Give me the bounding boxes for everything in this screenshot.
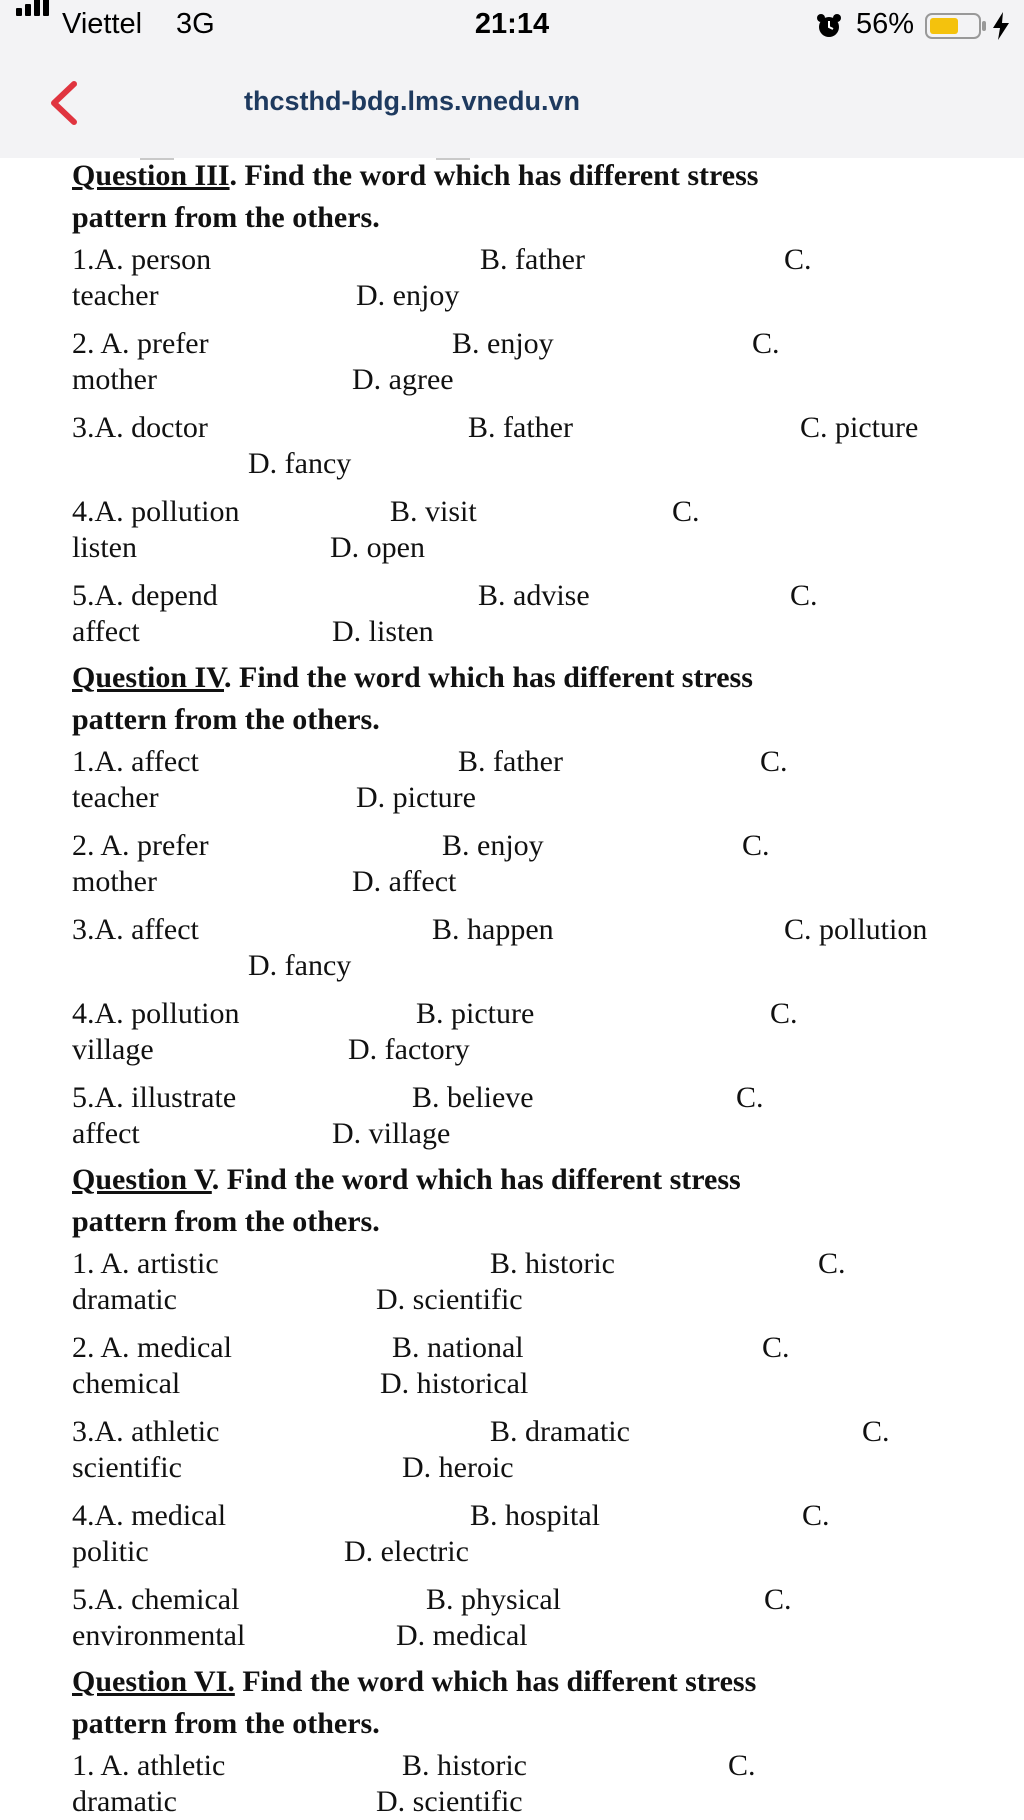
option-b: B. physical — [426, 1583, 561, 1616]
option-d: D. heroic — [402, 1451, 514, 1484]
option-b: B. historic — [490, 1247, 615, 1280]
option-b: B. happen — [432, 913, 554, 946]
option-a: 5.A. depend — [72, 579, 218, 612]
option-c-word: affect — [72, 615, 140, 648]
browser-header — [0, 52, 1024, 158]
option-b: B. father — [458, 745, 563, 778]
option-d: D. fancy — [248, 949, 352, 982]
option-d: D. factory — [348, 1033, 470, 1066]
question-instruction-line2: pattern from the others. — [72, 201, 380, 234]
option-b: B. hospital — [470, 1499, 601, 1532]
question-heading — [72, 158, 758, 194]
page-url[interactable]: thcsthd-bdg.lms.vnedu.vn — [244, 86, 581, 116]
option-c-word: village — [72, 1033, 154, 1066]
option-d: D. electric — [344, 1535, 469, 1568]
question-label: Question III — [72, 159, 230, 192]
option-a: 3.A. athletic — [72, 1415, 220, 1448]
option-a: 4.A. medical — [72, 1499, 227, 1532]
option-c: C. — [770, 997, 798, 1030]
option-b: B. visit — [390, 495, 477, 528]
question-instruction: Find the word which has different stress — [239, 661, 753, 694]
option-d: D. scientific — [376, 1283, 523, 1316]
option-a: 4.A. pollution — [72, 997, 240, 1030]
question-instruction-line2: pattern from the others. — [72, 703, 380, 736]
option-a: 1.A. affect — [72, 745, 199, 778]
battery-percent: 56% — [856, 8, 915, 40]
option-c-word: listen — [72, 531, 137, 564]
question-instruction: Find the word which has different stress — [242, 1665, 757, 1698]
option-c-word: mother — [72, 865, 157, 898]
option-d: D. affect — [352, 865, 457, 898]
charging-bolt-icon — [992, 12, 1010, 48]
option-c: C. — [736, 1081, 764, 1114]
document-content — [0, 158, 1024, 1820]
option-a: 1.A. person — [72, 243, 212, 276]
option-c-word: politic — [72, 1535, 149, 1568]
option-c-word: environmental — [72, 1619, 246, 1652]
option-d: D. agree — [352, 363, 454, 396]
option-b: B. advise — [478, 579, 590, 612]
question-label: Question V — [72, 1163, 212, 1196]
option-c-word: teacher — [72, 279, 159, 312]
option-c: C. — [802, 1499, 830, 1532]
option-c: C. — [760, 745, 788, 778]
question-label: Question VI. — [72, 1665, 235, 1698]
question-instruction: Find the word which has different stress — [244, 159, 759, 192]
option-b: B. father — [468, 411, 573, 444]
clock: 21:14 — [474, 8, 550, 40]
option-b: B. picture — [416, 997, 535, 1030]
option-c-word: dramatic — [72, 1785, 177, 1818]
option-b: B. believe — [412, 1081, 534, 1114]
option-a: 1. A. artistic — [72, 1247, 219, 1280]
option-c: C. — [742, 829, 770, 862]
option-a: 2. A. prefer — [72, 829, 209, 862]
option-b: B. enjoy — [442, 829, 544, 862]
option-d: D. fancy — [248, 447, 352, 480]
option-c: C. picture — [800, 411, 919, 444]
option-d: D. enjoy — [356, 279, 460, 312]
option-a: 5.A. illustrate — [72, 1081, 237, 1114]
option-d: D. medical — [396, 1619, 528, 1652]
option-c: C. pollution — [784, 913, 928, 946]
question-instruction-line2: pattern from the others. — [72, 1707, 380, 1740]
option-c: C. — [784, 243, 812, 276]
option-b: B. national — [392, 1331, 524, 1364]
question-separator: . — [229, 159, 245, 192]
option-c: C. — [818, 1247, 846, 1280]
option-a: 1. A. athletic — [72, 1749, 226, 1782]
option-c-word: dramatic — [72, 1283, 177, 1316]
question-separator: . — [224, 661, 239, 694]
option-a: 2. A. prefer — [72, 327, 209, 360]
option-d: D. picture — [356, 781, 476, 814]
option-d: D. open — [330, 531, 425, 564]
option-a: 5.A. chemical — [72, 1583, 240, 1616]
question-label: Question IV — [72, 661, 224, 694]
option-d: D. historical — [380, 1367, 529, 1400]
option-b: B. historic — [402, 1749, 527, 1782]
battery-icon — [925, 13, 987, 47]
option-d: D. scientific — [376, 1785, 523, 1818]
alarm-icon — [815, 12, 843, 48]
option-a: 2. A. medical — [72, 1331, 232, 1364]
question-heading — [72, 660, 753, 696]
option-c: C. — [752, 327, 780, 360]
option-d: D. village — [332, 1117, 451, 1150]
carrier-name: Viettel — [62, 8, 143, 40]
option-c-word: affect — [72, 1117, 140, 1150]
status-bar — [0, 0, 1024, 52]
option-a: 3.A. doctor — [72, 411, 208, 444]
question-instruction-line2: pattern from the others. — [72, 1205, 380, 1238]
network-type: 3G — [176, 8, 215, 40]
option-c: C. — [672, 495, 700, 528]
option-a: 4.A. pollution — [72, 495, 240, 528]
option-c-word: mother — [72, 363, 157, 396]
option-b: B. enjoy — [452, 327, 554, 360]
option-c: C. — [762, 1331, 790, 1364]
option-d: D. listen — [332, 615, 434, 648]
option-b: B. father — [480, 243, 585, 276]
chevron-left-icon — [44, 78, 84, 128]
option-c: C. — [728, 1749, 756, 1782]
back-button[interactable] — [44, 78, 84, 128]
option-c: C. — [764, 1583, 792, 1616]
option-b: B. dramatic — [490, 1415, 630, 1448]
question-instruction: Find the word which has different stress — [226, 1163, 741, 1196]
option-c: C. — [862, 1415, 890, 1448]
option-c-word: scientific — [72, 1451, 182, 1484]
question-separator: . — [211, 1163, 227, 1196]
option-c-word: teacher — [72, 781, 159, 814]
option-c-word: chemical — [72, 1367, 181, 1400]
question-heading — [72, 1664, 756, 1700]
option-c: C. — [790, 579, 818, 612]
option-a: 3.A. affect — [72, 913, 199, 946]
question-heading — [72, 1162, 741, 1198]
